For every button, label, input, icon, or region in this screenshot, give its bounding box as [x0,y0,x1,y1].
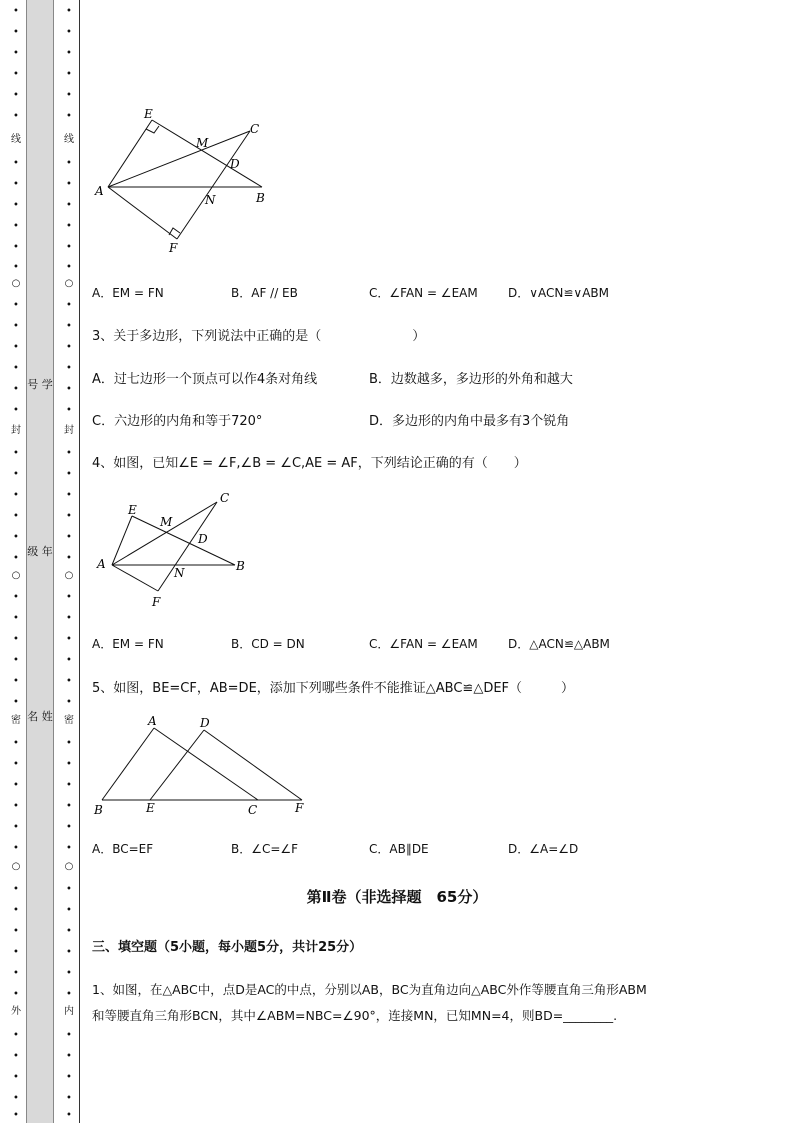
q3-option-d: D．多边形的内角中最多有3个锐角 [369,414,570,429]
binding-mark: ○ [64,278,74,289]
q6-line2: 和等腰直角三角形BCN，其中∠ABM=NBC=∠90°，连接MN，已知MN=4，则BD=________. [92,1008,618,1023]
fig2-label: A [97,557,106,571]
binding-mark: 内 [64,1006,74,1017]
q4-stem: 4、如图，已知∠E = ∠F,∠B = ∠C,AE = AF，下列结论正确的有（ ） [92,456,527,471]
fig2-label: C [220,491,230,505]
q2-option-b: B．AF // EB [231,286,298,300]
fig2-label: F [152,595,161,609]
section3-title: 三、填空题（5小题，每小题5分，共计25分） [92,940,363,955]
binding-mark: 密 [11,715,21,726]
fig3-label: C [248,803,258,817]
fig1-label: C [250,122,260,136]
q6-line1: 1、如图，在△ABC中，点D是AC的中点，分别以AB，BC为直角边向△ABC外作等腰直角三角形ABM [92,982,647,997]
q4-option-b: B．CD = DN [231,637,305,651]
binding-mark: 线 [11,134,21,145]
q2-option-a: A．EM = FN [92,286,164,300]
binding-mark: 封 [64,425,74,436]
fig1-label: N [205,193,216,207]
q5-option-b: B．∠C=∠F [231,842,299,856]
fig1-label: A [95,184,104,198]
fig3-label: A [148,714,157,728]
q5-option-c: C．AB∥DE [369,842,429,856]
q4-option-a: A．EM = FN [92,637,164,651]
field-student-number: 号 学 [27,378,53,391]
q3-stem: 3、关于多边形，下列说法中正确的是（ ） [92,329,426,344]
binding-mark: ○ [11,570,21,581]
field-grade: 级 年 [27,545,53,558]
binding-dots-left: • • • • • • 线 • • • • • • ○ • • • • • • 封 • • • • • • ○ • • • • • • 密 • • • • • • ○ • • • • • • 外 • • • • • [11,6,21,1121]
fig2-label: E [128,503,137,517]
fig1-label: E [144,107,153,121]
fig2-label: B [236,559,245,573]
binding-mark: ○ [64,570,74,581]
q5-option-a: A．BC=EF [92,842,154,856]
fig1-label: B [256,191,265,205]
fig1-label: D [230,157,240,171]
fig2-label: D [198,532,208,546]
q2-option-d: D．∨ACN≌∨ABM [508,286,610,300]
q3-option-c: C．六边形的内角和等于720° [92,414,263,429]
field-name: 名 姓 [27,710,53,723]
q4-option-d: D．△ACN≌△ABM [508,637,610,651]
fig3-label: D [200,716,210,730]
binding-dots-right: • • • • • • 线 • • • • • • ○ • • • • • • 封 • • • • • • ○ • • • • • • 密 • • • • • • ○ • • • • • • 内 • • • • • [64,6,74,1121]
binding-mark: ○ [11,278,21,289]
binding-mark: 外 [11,1006,21,1017]
binding-mark: 密 [64,715,74,726]
binding-mark: ○ [64,861,74,872]
fig2-label: N [174,566,185,580]
q3-option-a: A．过七边形一个顶点可以作4条对角线 [92,372,318,387]
margin-line [79,0,80,1123]
fig3-label: B [94,803,103,817]
figure-q5 [88,712,318,820]
q5-option-d: D．∠A=∠D [508,842,579,856]
figure-q2 [90,104,280,256]
binding-mark: 封 [11,425,21,436]
fig3-label: F [295,801,304,815]
fig2-label: M [160,515,173,529]
figure-q4 [92,488,262,613]
student-info-strip [26,0,54,1123]
fig3-label: E [146,801,155,815]
q5-stem: 5、如图，BE=CF，AB=DE，添加下列哪些条件不能推证△ABC≌△DEF（ ） [92,681,575,696]
q4-option-c: C．∠FAN = ∠EAM [369,637,478,651]
fig1-label: M [196,136,209,150]
q2-option-c: C．∠FAN = ∠EAM [369,286,478,300]
binding-mark: ○ [11,861,21,872]
fig1-label: F [169,241,178,255]
binding-mark: 线 [64,134,74,145]
part2-title: 第Ⅱ卷（非选择题 65分） [306,888,488,906]
q3-option-b: B．边数越多，多边形的外角和越大 [369,372,573,387]
